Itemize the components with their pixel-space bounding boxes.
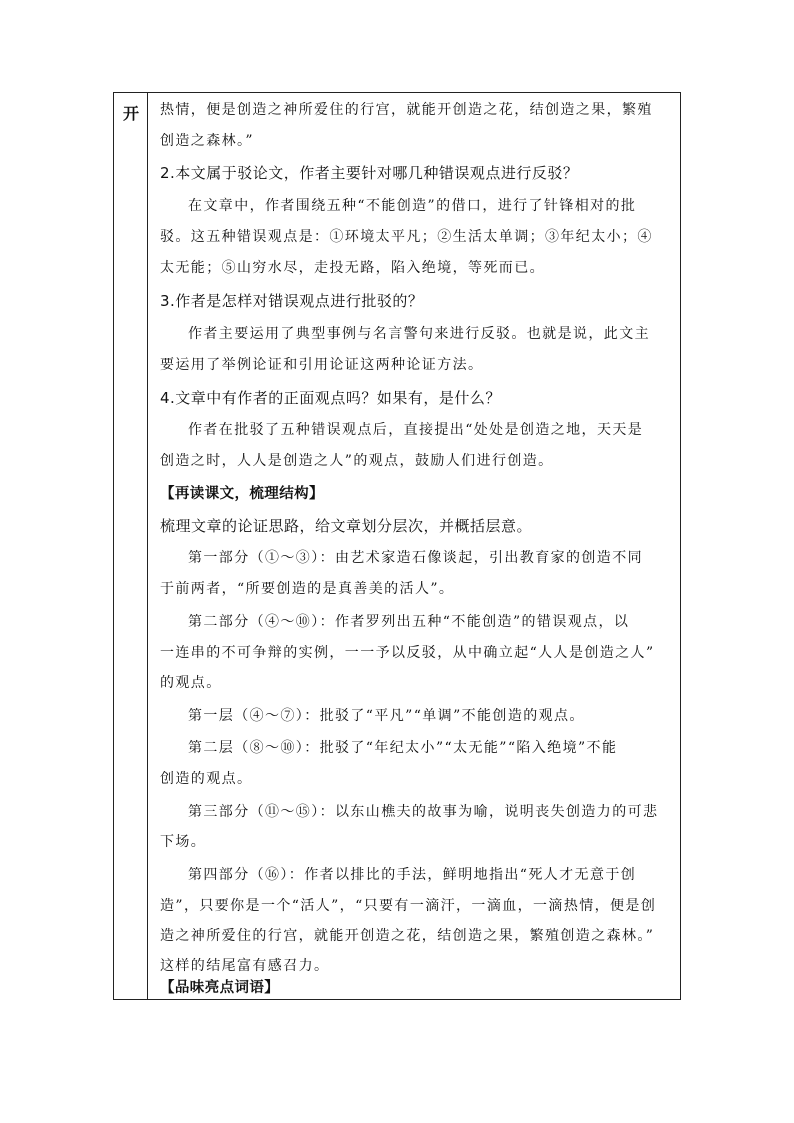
section-heading-structure: 【再读课文，梳理结构】 <box>160 486 324 502</box>
part-2-line: 一连串的不可争辩的实例，一一予以反驳，从中确立起“人人是创造之人” <box>160 645 655 661</box>
lesson-table <box>113 92 681 1000</box>
text-line: 创造之森林。” <box>160 133 254 149</box>
answer-2-line: 太无能；⑤山穷水尽，走投无路，陷入绝境，等死而已。 <box>160 260 545 276</box>
part-4-line: 造”，只要你是一个“活人”，“只要有一滴汗，一滴血，一滴热情，便是创 <box>160 898 657 914</box>
side-label: 开 <box>122 104 139 123</box>
part-1-line: 于前两者，“所要创造的是真善美的活人”。 <box>160 581 455 597</box>
part-3-line: 第三部分（⑪～⑮）：以东山樵夫的故事为喻，说明丧失创造力的可悲 <box>188 804 659 820</box>
part-2-line: 第二部分（④～⑩）：作者罗列出五种“不能创造”的错误观点，以 <box>188 614 630 630</box>
question-3: 3.作者是怎样对错误观点进行批驳的？ <box>160 292 424 310</box>
part-4-line: 这样的结尾富有感召力。 <box>160 958 330 974</box>
part-2-layer-2-line: 创造的观点。 <box>160 771 253 787</box>
answer-4-line: 作者在批驳了五种错误观点后，直接提出“处处是创造之地，天天是 <box>188 422 644 438</box>
part-2-layer-2-line: 第二层（⑧～⑩）：批驳了“年纪太小”“太无能”“陷入绝境”不能 <box>188 740 618 756</box>
answer-2-line: 驳。这五种错误观点是：①环境太平凡；②生活太单调；③年纪太小；④ <box>160 229 653 245</box>
answer-3-line: 作者主要运用了典型事例与名言警句来进行反驳。也就是说，此文主 <box>188 326 650 342</box>
section-heading-words: 【品味亮点词语】 <box>160 980 280 996</box>
answer-4-line: 创造之时，人人是创造之人”的观点，鼓励人们进行创造。 <box>160 453 554 469</box>
answer-2-line: 在文章中，作者围绕五种“不能创造”的借口，进行了针锋相对的批 <box>188 198 637 214</box>
part-1-line: 第一部分（①～③）：由艺术家造石像谈起，引出教育家的创造不同 <box>188 550 643 566</box>
part-4-line: 第四部分（⑯）：作者以排比的手法，鲜明地指出“死人才无意于创 <box>188 867 637 883</box>
part-3-line: 下场。 <box>160 834 207 850</box>
question-4: 4.文章中有作者的正面观点吗？如果有，是什么？ <box>160 389 501 407</box>
side-column <box>114 93 148 999</box>
task-line: 梳理文章的论证思路，给文章划分层次，并概括层意。 <box>160 517 533 535</box>
part-2-line: 的观点。 <box>160 675 222 691</box>
question-2: 2.本文属于驳论文，作者主要针对哪几种错误观点进行反驳？ <box>160 164 579 182</box>
part-4-line: 造之神所爱住的行宫，就能开创造之花，结创造之果，繁殖创造之森林。” <box>160 928 655 944</box>
text-line: 热情，便是创造之神所爱住的行宫，就能开创造之花，结创造之果，繁殖 <box>160 102 653 118</box>
answer-3-line: 要运用了举例论证和引用论证这两种论证方法。 <box>160 357 484 373</box>
part-2-layer-1: 第一层（④～⑦）：批驳了“平凡”“单调”不能创造的观点。 <box>188 708 585 724</box>
